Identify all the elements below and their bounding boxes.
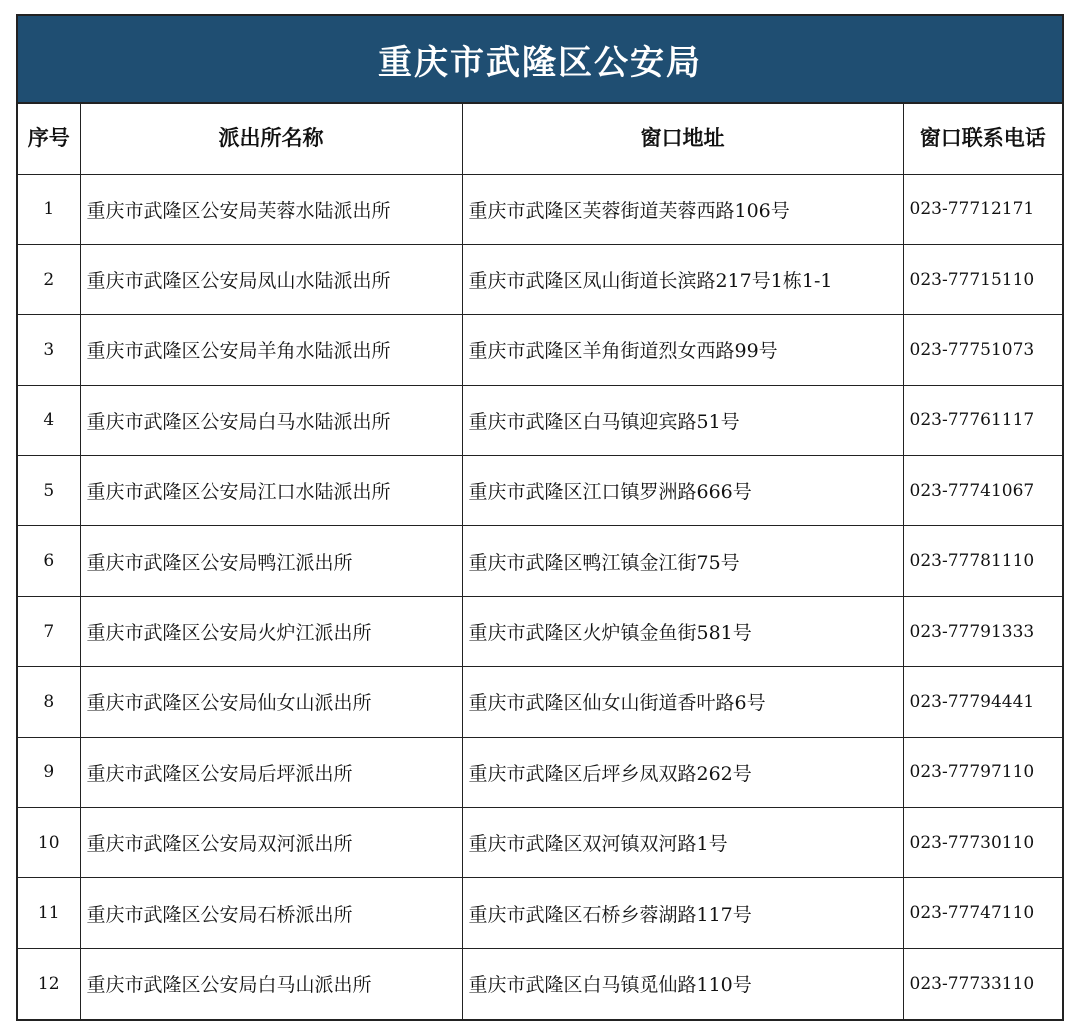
window-phone: 023-77747110 [903, 878, 1062, 948]
table-row [18, 596, 1062, 666]
row-number: 10 [18, 808, 80, 878]
table-row [18, 808, 1062, 878]
table-title: 重庆市武隆区公安局 [378, 42, 702, 83]
window-address: 重庆市武隆区石桥乡蓉湖路117号 [462, 878, 903, 948]
window-phone: 023-77797110 [903, 737, 1062, 807]
row-number: 11 [18, 878, 80, 948]
window-phone: 023-77781110 [903, 526, 1062, 596]
table-row [18, 385, 1062, 455]
row-number: 6 [18, 526, 80, 596]
window-phone: 023-77794441 [903, 667, 1062, 737]
table-row [18, 737, 1062, 807]
station-name: 重庆市武隆区公安局江口水陆派出所 [80, 456, 462, 526]
station-name: 重庆市武隆区公安局双河派出所 [80, 808, 462, 878]
table-row [18, 244, 1062, 314]
window-phone: 023-77741067 [903, 456, 1062, 526]
window-address: 重庆市武隆区后坪乡凤双路262号 [462, 737, 903, 807]
station-name: 重庆市武隆区公安局后坪派出所 [80, 737, 462, 807]
station-name: 重庆市武隆区公安局鸭江派出所 [80, 526, 462, 596]
window-phone: 023-77751073 [903, 315, 1062, 385]
window-phone: 023-77712171 [903, 174, 1062, 244]
table-body [18, 174, 1062, 1019]
station-name: 重庆市武隆区公安局火炉江派出所 [80, 596, 462, 666]
table-row [18, 174, 1062, 244]
row-number: 9 [18, 737, 80, 807]
row-number: 5 [18, 456, 80, 526]
window-address: 重庆市武隆区仙女山街道香叶路6号 [462, 667, 903, 737]
table-row [18, 878, 1062, 948]
table-header [18, 104, 1062, 174]
station-name: 重庆市武隆区公安局芙蓉水陆派出所 [80, 174, 462, 244]
window-phone: 023-77761117 [903, 385, 1062, 455]
window-address: 重庆市武隆区羊角街道烈女西路99号 [462, 315, 903, 385]
window-address: 重庆市武隆区鸭江镇金江街75号 [462, 526, 903, 596]
window-address: 重庆市武隆区火炉镇金鱼街581号 [462, 596, 903, 666]
station-name: 重庆市武隆区公安局仙女山派出所 [80, 667, 462, 737]
police-station-table [18, 104, 1062, 1019]
header-window-address: 窗口地址 [462, 104, 903, 174]
row-number: 2 [18, 244, 80, 314]
window-address: 重庆市武隆区双河镇双河路1号 [462, 808, 903, 878]
station-name: 重庆市武隆区公安局白马山派出所 [80, 948, 462, 1018]
table-row [18, 667, 1062, 737]
police-station-table-sheet [16, 14, 1064, 1021]
window-address: 重庆市武隆区江口镇罗洲路666号 [462, 456, 903, 526]
window-address: 重庆市武隆区凤山街道长滨路217号1栋1-1 [462, 244, 903, 314]
station-name: 重庆市武隆区公安局羊角水陆派出所 [80, 315, 462, 385]
header-no: 序号 [18, 104, 80, 174]
window-address: 重庆市武隆区白马镇迎宾路51号 [462, 385, 903, 455]
window-phone: 023-77733110 [903, 948, 1062, 1018]
header-window-phone: 窗口联系电话 [903, 104, 1062, 174]
table-title-banner [18, 16, 1062, 104]
header-row [18, 104, 1062, 174]
row-number: 7 [18, 596, 80, 666]
window-address: 重庆市武隆区芙蓉街道芙蓉西路106号 [462, 174, 903, 244]
window-address: 重庆市武隆区白马镇觅仙路110号 [462, 948, 903, 1018]
window-phone: 023-77730110 [903, 808, 1062, 878]
station-name: 重庆市武隆区公安局凤山水陆派出所 [80, 244, 462, 314]
table-row [18, 526, 1062, 596]
table-row [18, 315, 1062, 385]
station-name: 重庆市武隆区公安局白马水陆派出所 [80, 385, 462, 455]
row-number: 3 [18, 315, 80, 385]
header-station-name: 派出所名称 [80, 104, 462, 174]
table-row [18, 948, 1062, 1018]
row-number: 1 [18, 174, 80, 244]
row-number: 8 [18, 667, 80, 737]
window-phone: 023-77715110 [903, 244, 1062, 314]
station-name: 重庆市武隆区公安局石桥派出所 [80, 878, 462, 948]
row-number: 4 [18, 385, 80, 455]
row-number: 12 [18, 948, 80, 1018]
table-row [18, 456, 1062, 526]
window-phone: 023-77791333 [903, 596, 1062, 666]
